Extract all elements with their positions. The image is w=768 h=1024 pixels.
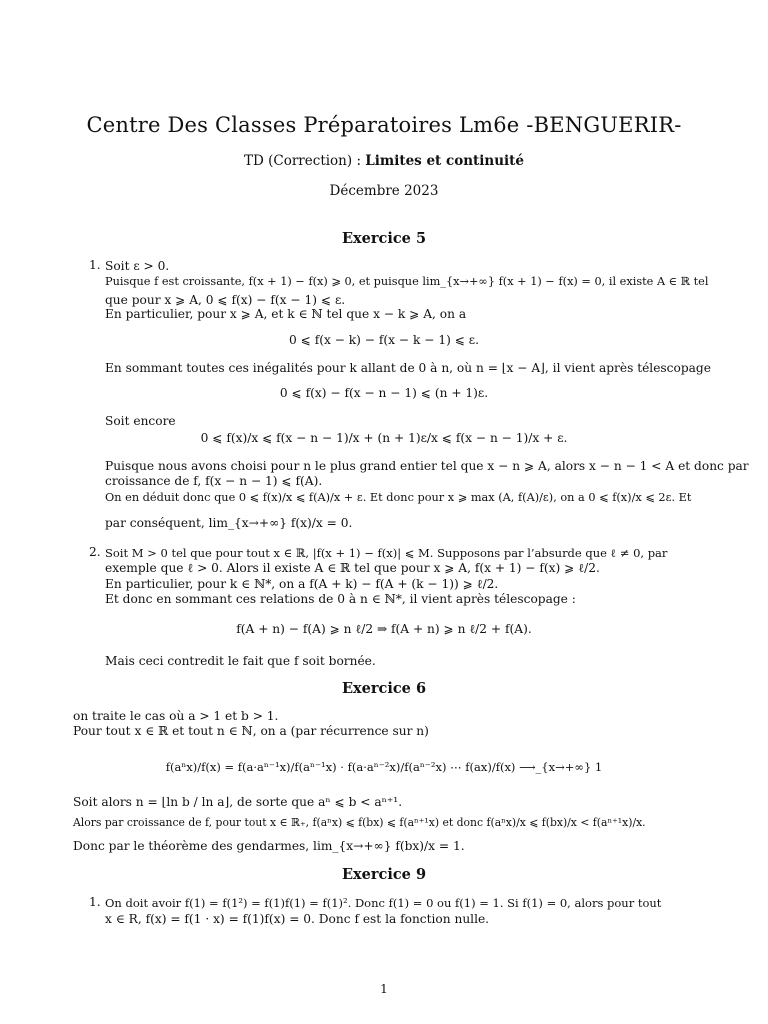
text-line: Et donc en sommant ces relations de 0 à n ∈ ℕ*, il vient après télescopage :	[105, 592, 576, 606]
text-line: Pour tout x ∈ ℝ et tout n ∈ ℕ, on a (par récurrence sur n)	[73, 724, 429, 738]
text-line: On doit avoir f(1) = f(1²) = f(1)f(1) = f(1)². Donc f(1) = 0 ou f(1) = 1. Si f(1) = 0, alors pour tout	[105, 896, 662, 910]
equation: 0 ⩽ f(x − k) − f(x − k − 1) ⩽ ε.	[288, 333, 479, 347]
document-title: Centre Des Classes Préparatoires Lm6e -BENGUERIR-	[86, 113, 682, 137]
text-line: que pour x ⩾ A, 0 ⩽ f(x) − f(x − 1) ⩽ ε.	[105, 293, 346, 307]
item-number: 2.	[89, 545, 101, 559]
text-line: Puisque f est croissante, f(x + 1) − f(x) ⩾ 0, et puisque lim_{x→+∞} f(x + 1) − f(x) = 0, il existe A ∈ ℝ tel	[105, 275, 709, 288]
text-line: Mais ceci contredit le fait que f soit bornée.	[105, 654, 376, 668]
equation: 0 ⩽ f(x) − f(x − n − 1) ⩽ (n + 1)ε.	[279, 386, 489, 400]
text-line: Donc par le théorème des gendarmes, lim_{x→+∞} f(bx)/x = 1.	[73, 839, 465, 853]
text-line: Soit alors n = ⌊ln b / ln a⌋, de sorte que aⁿ ⩽ b < aⁿ⁺¹.	[73, 795, 403, 809]
text-line: exemple que ℓ > 0. Alors il existe A ∈ ℝ tel que pour x ⩾ A, f(x + 1) − f(x) ⩾ ℓ/2.	[105, 561, 600, 575]
text-line: x ∈ R, f(x) = f(1 · x) = f(1)f(x) = 0. Donc f est la fonction nulle.	[105, 912, 490, 926]
exercise-6-heading: Exercice 6	[341, 680, 427, 697]
subtitle-prefix: TD (Correction) :	[244, 153, 361, 169]
text-line: par conséquent, lim_{x→+∞} f(x)/x = 0.	[105, 516, 353, 530]
equation: 0 ⩽ f(x)/x ⩽ f(x − n − 1)/x + (n + 1)ε/x ⩽ f(x − n − 1)/x + ε.	[200, 431, 568, 445]
equation: f(aⁿx)/f(x) = f(a·aⁿ⁻¹x)/f(aⁿ⁻¹x) · f(a·aⁿ⁻²x)/f(aⁿ⁻²x) ⋯ f(ax)/f(x) ⟶_{x→+∞} 1	[165, 760, 603, 774]
text-line: croissance de f, f(x − n − 1) ⩽ f(A).	[105, 474, 323, 488]
text-line: En sommant toutes ces inégalités pour k allant de 0 à n, où n = ⌊x − A⌋, il vient après télescopage	[105, 361, 711, 375]
document-subtitle	[0, 153, 768, 169]
text-line: En particulier, pour x ⩾ A, et k ∈ ℕ tel que x − k ⩾ A, on a	[105, 307, 467, 321]
item-number: 1.	[89, 895, 101, 909]
item-number: 1.	[89, 258, 101, 272]
exercise-5-heading: Exercice 5	[341, 230, 427, 247]
text-line: En particulier, pour k ∈ ℕ*, on a f(A + k) − f(A + (k − 1)) ⩾ ℓ/2.	[105, 577, 499, 591]
page-number: 1	[380, 982, 388, 996]
text-line: Soit ε > 0.	[105, 259, 170, 273]
text-line: Soit encore	[105, 414, 176, 428]
text-line: on traite le cas où a > 1 et b > 1.	[73, 709, 279, 723]
equation: f(A + n) − f(A) ⩾ n ℓ/2 ⇒ f(A + n) ⩾ n ℓ/2 + f(A).	[236, 622, 532, 636]
subtitle-topic: Limites et continuité	[365, 153, 524, 169]
text-line: On en déduit donc que 0 ⩽ f(x)/x ⩽ f(A)/x + ε. Et donc pour x ⩾ max (A, f(A)/ε), on a 0 ⩽ f(x)/x ⩽ 2ε. Et	[105, 491, 692, 504]
document-date: Décembre 2023	[329, 183, 439, 199]
text-line: Alors par croissance de f, pour tout x ∈ ℝ₊, f(aⁿx) ⩽ f(bx) ⩽ f(aⁿ⁺¹x) et donc f(aⁿx)/x ⩽ f(bx)/x < f(aⁿ⁺¹x)/x.	[73, 816, 646, 829]
text-line: Soit M > 0 tel que pour tout x ∈ ℝ, |f(x + 1) − f(x)| ⩽ M. Supposons par l’absurde que ℓ ≠ 0, par	[105, 546, 668, 560]
text-line: Puisque nous avons choisi pour n le plus grand entier tel que x − n ⩾ A, alors x − n − 1 < A et donc par	[105, 459, 749, 473]
exercise-9-heading: Exercice 9	[341, 866, 427, 883]
